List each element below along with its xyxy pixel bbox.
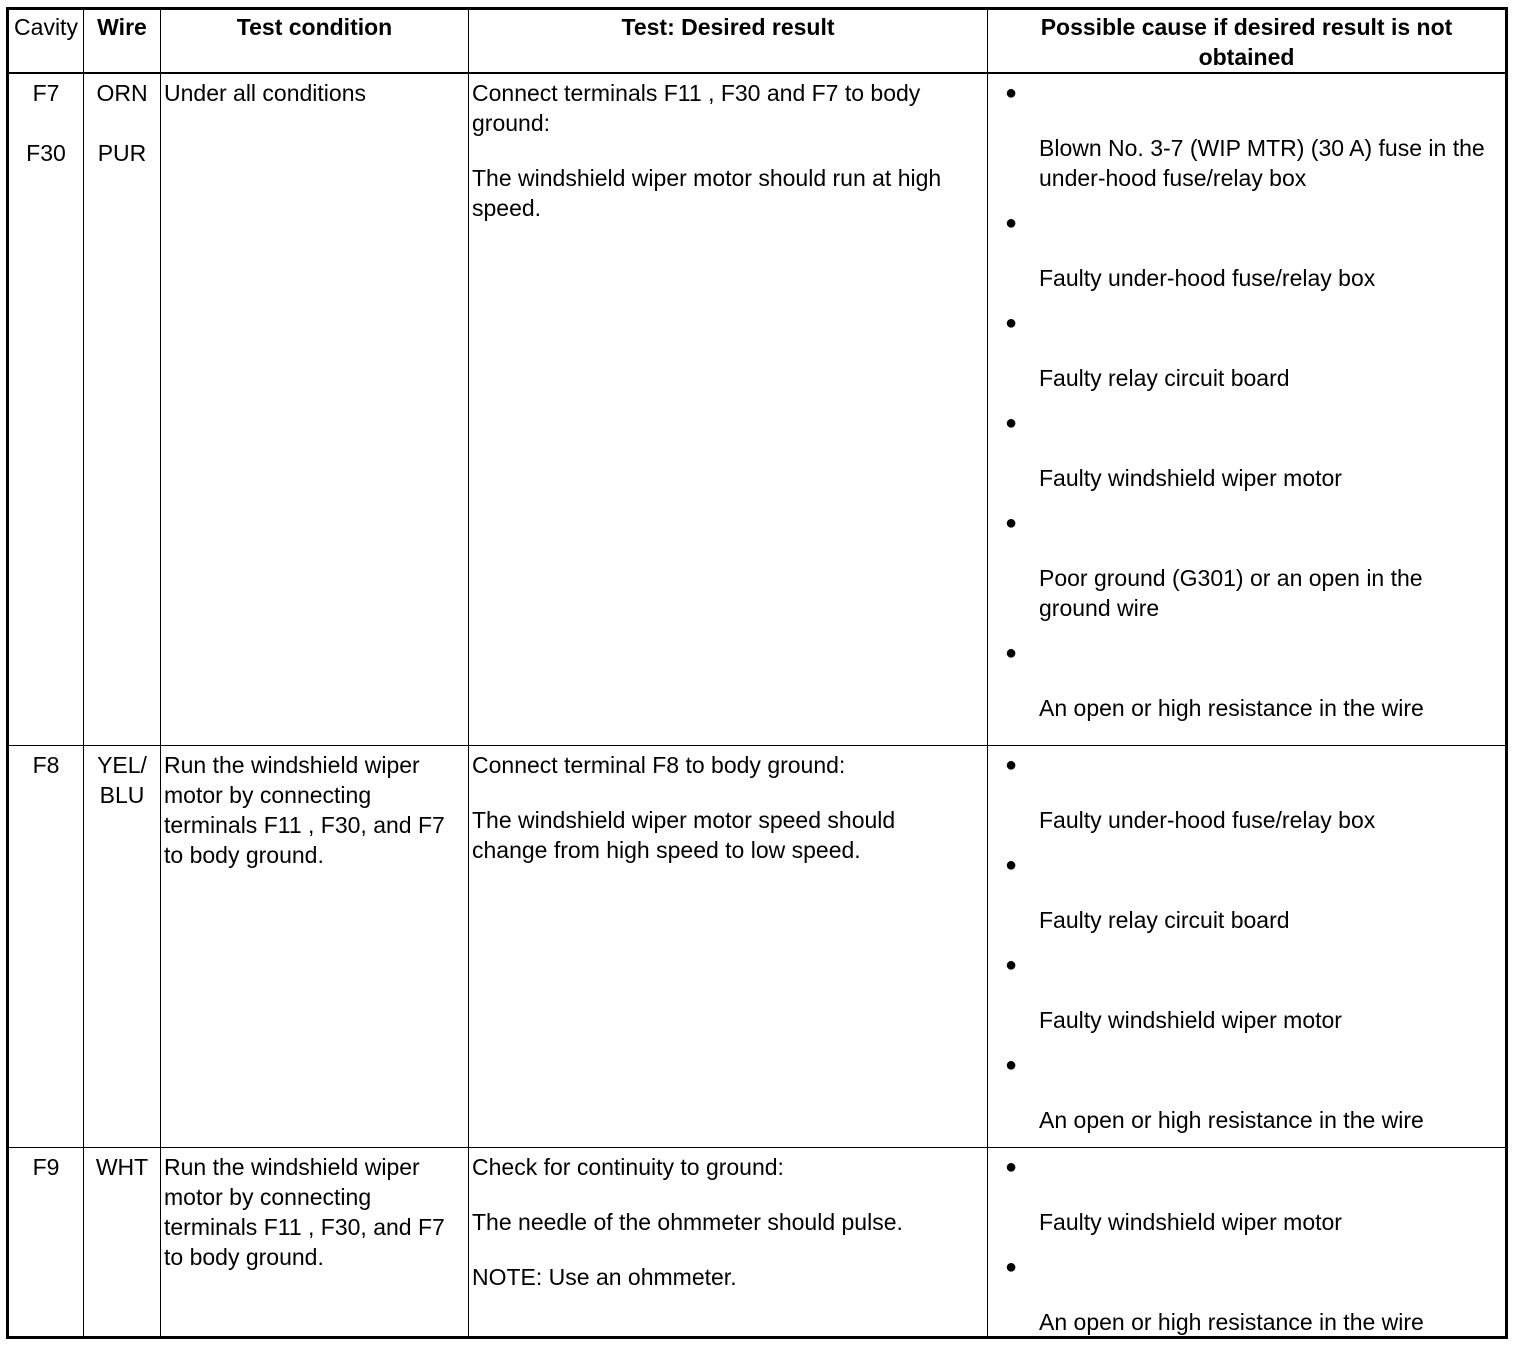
bullet-icon: ● [1005,82,1018,104]
list-item [988,1152,1505,1237]
bullet-icon: ● [1005,1054,1018,1076]
cavity-label: F8 [32,752,60,778]
list-item [988,308,1505,393]
bullet-icon: ● [1005,312,1018,334]
cause-text: Blown No. 3-7 (WIP MTR) (30 A) fuse in the under-hood fuse/relay box [1039,135,1485,191]
wire-cell [84,1148,160,1182]
cause-text: Faulty windshield wiper motor [1039,465,1342,491]
cause-text: Faulty under-hood fuse/relay box [1039,265,1376,291]
header-test-condition: Test condition [236,14,393,40]
list-item [988,950,1505,1035]
cause-text: Faulty relay circuit board [1039,907,1290,933]
result-cell [469,74,987,223]
cause-text: An open or high resistance in the wire [1039,1107,1424,1133]
result-cell [469,746,987,865]
result-cell [469,1148,987,1292]
wire-cell [84,746,160,810]
header-cavity: Cavity [14,14,78,40]
list-item [988,638,1505,723]
cavity-label: F30 [26,140,66,166]
cavity-label: F7 [32,80,60,106]
result-text: The windshield wiper motor should run at high speed. [472,165,942,221]
bullet-icon: ● [1005,642,1018,664]
table-row [9,74,1505,745]
cause-text: Faulty windshield wiper motor [1039,1007,1342,1033]
cause-text: An open or high resistance in the wire [1039,1309,1424,1335]
result-text: The windshield wiper motor speed should change from high speed to low speed. [472,807,896,863]
bullet-icon: ● [1005,754,1018,776]
list-item [988,850,1505,935]
list-item [988,508,1505,623]
list-item [988,1252,1505,1336]
cavity-cell [9,74,83,168]
result-text: Connect terminals F11 , F30 and F7 to body ground: [472,80,921,136]
bullet-icon: ● [1005,412,1018,434]
condition-cell: Run the windshield wiper motor by connecting terminals F11 , F30, and F7 to body ground. [164,1154,445,1270]
cavity-label: F9 [32,1154,60,1180]
cavity-cell [9,1148,83,1182]
wire-color: YEL/ [97,752,147,778]
bullet-icon: ● [1005,954,1018,976]
cause-text: Faulty under-hood fuse/relay box [1039,807,1376,833]
result-text: Check for continuity to ground: [472,1154,784,1180]
causes-list [988,1152,1505,1336]
bullet-icon: ● [1005,1156,1018,1178]
header-desired-result: Test: Desired result [621,14,835,40]
causes-list [988,750,1505,1147]
note-text: NOTE: Use an ohmmeter. [472,1264,737,1290]
wire-color: PUR [97,140,147,166]
cause-text: Faulty windshield wiper motor [1039,1209,1342,1235]
cause-text: Poor ground (G301) or an open in the ground wire [1039,565,1423,621]
header-wire: Wire [97,14,147,40]
condition-cell: Run the windshield wiper motor by connecting terminals F11 , F30, and F7 to body ground. [164,752,445,868]
table-row [9,746,1505,1147]
bullet-icon: ● [1005,212,1018,234]
cause-text: An open or high resistance in the wire [1039,695,1424,721]
cause-text: Faulty relay circuit board [1039,365,1290,391]
causes-list [988,78,1505,738]
bullet-icon: ● [1005,854,1018,876]
wire-color: WHT [95,1154,149,1180]
condition-cell: Under all conditions [164,80,367,106]
bullet-icon: ● [1005,512,1018,534]
list-item [988,208,1505,293]
list-item [988,750,1505,835]
diagnostic-table [6,7,1508,1339]
list-item [988,78,1505,193]
list-item [988,1050,1505,1135]
wire-color: BLU [99,782,145,808]
cavity-cell [9,746,83,780]
result-text: Connect terminal F8 to body ground: [472,752,846,778]
bullet-icon: ● [1005,1256,1018,1278]
result-text: The needle of the ohmmeter should pulse. [472,1209,903,1235]
header-possible-cause: Possible cause if desired result is not obtained [1040,14,1453,70]
wire-cell [84,74,160,168]
table-row [9,1148,1505,1336]
list-item [988,408,1505,493]
wire-color: ORN [96,80,148,106]
